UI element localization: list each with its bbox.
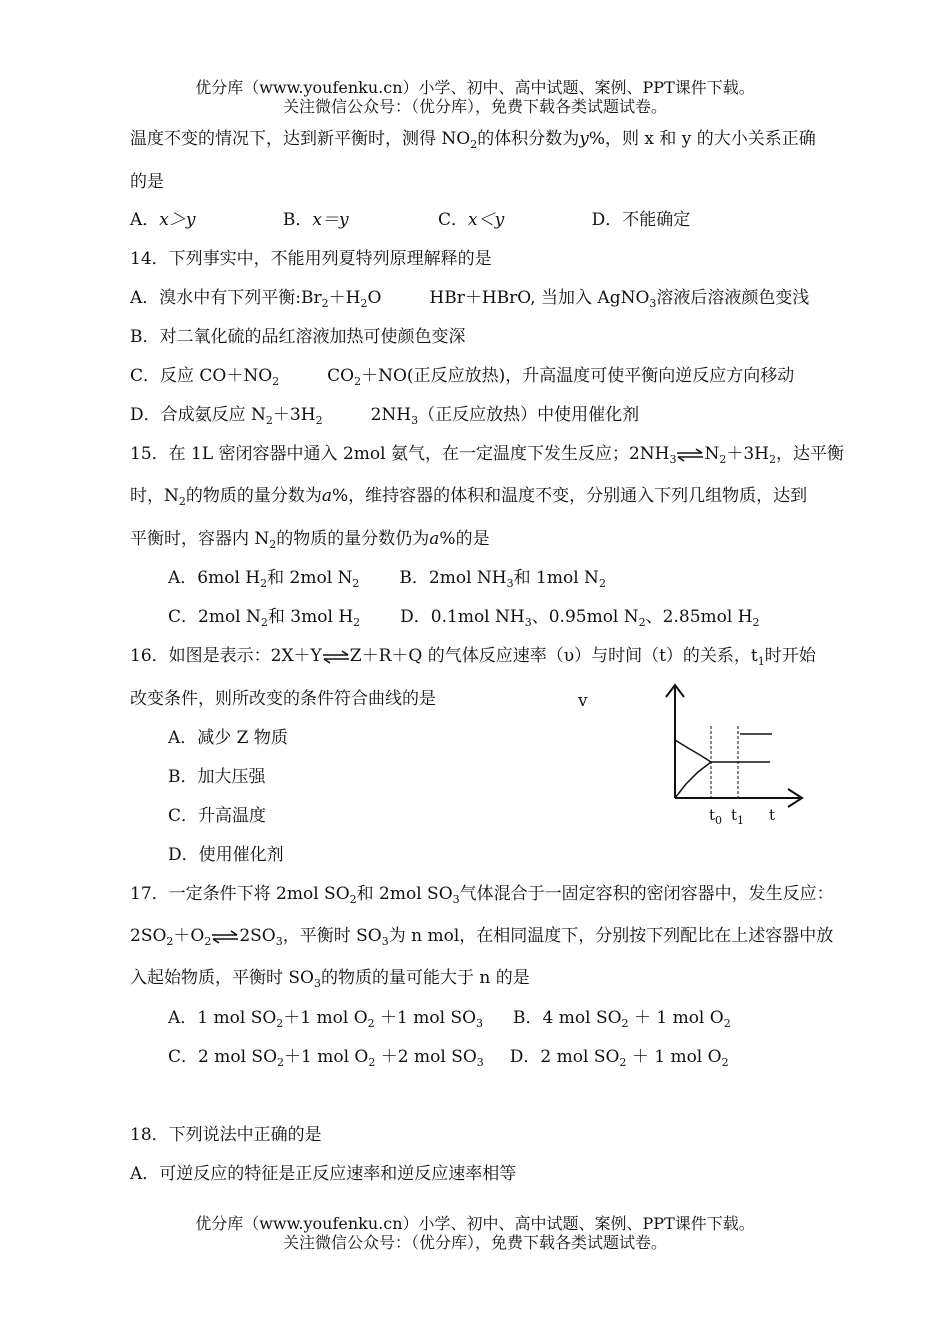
- q15-options-ab: A．6mol $H_2$和 2mol $N_2$ B．2mol $NH_3$和 1mol $N_2$: [168, 568, 606, 590]
- q14-option-a: A．溴水中有下列平衡$:Br_2+H_2O$ HBr＋HBrO, 当加入 AgNO$_3$溶液后溶液颜色变浅: [130, 288, 810, 310]
- graph-x-label: t: [769, 806, 776, 824]
- equilibrium-arrow-icon: [322, 650, 350, 664]
- q14-stem: 14．下列事实中，不能用列夏特列原理解释的是: [130, 249, 492, 269]
- q16-option-d: D．使用催化剂: [168, 845, 284, 865]
- q13-line-2: 的是: [130, 172, 164, 192]
- q17-options-cd: C．2 mol $SO_2+1$ mol $O_2 +2$ mol $SO_3$ D．2 mol $SO_2 + 1$ mol $O_2$: [168, 1047, 729, 1069]
- q15-line-2: 时，$N_2$的物质的量分数为a%，维持容器的体积和温度不变，分别通入下列几组物质，达到: [130, 486, 808, 508]
- q14-option-d: D．合成氨反应 $N_2+3H_2$ $2NH_3$（正反应放热）中使用催化剂: [130, 405, 640, 427]
- graph-y-label: v: [578, 691, 588, 711]
- rate-time-graph: [660, 680, 810, 810]
- q13-line-1: 温度不变的情况下，达到新平衡时，测得 $NO_2$的体积分数为y%，则 x 和 y 的大小关系正确: [130, 129, 816, 151]
- q17-options-ab: A．1 mol $SO_2+1$ mol $O_2 +1$ mol $SO_3$ B．4 mol $SO_2 + 1$ mol $O_2$: [168, 1008, 731, 1030]
- q15-options-cd: C．2mol $N_2$和 3mol $H_2$ D．0.1mol $NH_3$、0.95mol $N_2$、2.85mol $H_2$: [168, 607, 760, 629]
- q16-option-a: A．减少 Z 物质: [168, 728, 288, 748]
- q15-line-3: 平衡时，容器内 $N_2$的物质的量分数仍为a%的是: [130, 529, 490, 551]
- equilibrium-arrow-icon: [676, 448, 704, 462]
- q16-line-2: 改变条件，则所改变的条件符合曲线的是: [130, 689, 436, 709]
- q16-line-1: 16．如图是表示：2X＋Y Z＋R＋Q 的气体反应速率（υ）与时间（t）的关系，$t_1$时开始: [130, 646, 816, 668]
- q17-line-2: $2SO_2+O_2$ $2SO_3$，平衡时 $SO_3$为 n mol，在相同温度下，分别按下列配比在上述容器中放: [130, 926, 834, 948]
- equilibrium-arrow-icon: [211, 930, 239, 944]
- q18-option-a: A．可逆反应的特征是正反应速率和逆反应速率相等: [130, 1164, 517, 1184]
- q17-line-3: 入起始物质，平衡时 $SO_3$的物质的量可能大于 n 的是: [130, 968, 530, 990]
- reverse-rate-curve: [675, 762, 711, 798]
- header-line-1: 优分库（www.youfenku.cn）小学、初中、高中试题、案例、PPT课件下载。: [195, 78, 755, 97]
- q14-option-b: B．对二氧化硫的品红溶液加热可使颜色变深: [130, 327, 466, 347]
- q13-options: A．x＞y B．x＝y C．x＜y D．不能确定: [130, 210, 691, 230]
- graph-t1-label: $t_1$: [731, 806, 745, 827]
- footer-line-2: 关注微信公众号：（优分库），免费下载各类试题试卷。: [282, 1233, 667, 1252]
- q17-line-1: 17．一定条件下将 2mol $SO_2$和 2mol $SO_3$气体混合于一固定容积的密闭容器中，发生反应：: [130, 884, 834, 906]
- page-footer: [0, 1214, 950, 1252]
- q14-option-c: C．反应 $CO+NO_2$ $CO_2+NO$(正反应放热)，升高温度可使平衡向逆反应方向移动: [130, 366, 795, 388]
- q16-option-c: C．升高温度: [168, 806, 267, 826]
- page-header: [0, 78, 950, 116]
- q15-line-1: 15．在 1L 密闭容器中通入 2mol 氨气，在一定温度下发生反应；$2NH_3$ $N_2+3H_2$，达平衡: [130, 444, 845, 466]
- q18-stem: 18．下列说法中正确的是: [130, 1125, 322, 1145]
- q16-option-b: B．加大压强: [168, 767, 266, 787]
- header-line-2: 关注微信公众号：（优分库），免费下载各类试题试卷。: [282, 97, 667, 116]
- footer-line-1: 优分库（www.youfenku.cn）小学、初中、高中试题、案例、PPT课件下载。: [195, 1214, 755, 1233]
- graph-t0-label: $t_0$: [709, 806, 723, 827]
- forward-rate-curve: [675, 740, 711, 762]
